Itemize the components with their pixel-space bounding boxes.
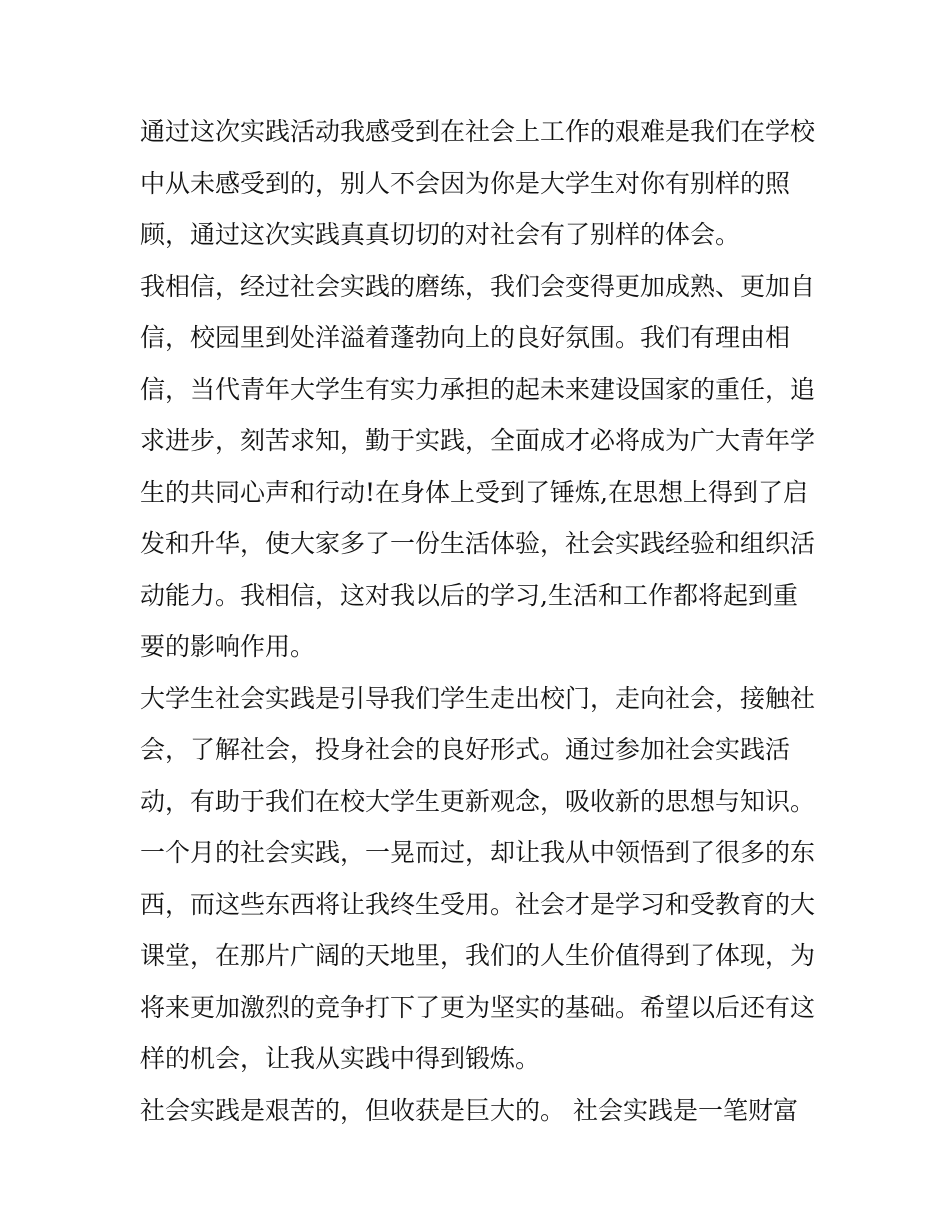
text-line: 发和升华，使大家多了一份生活体验，社会实践经验和组织活 [140, 529, 816, 558]
text-line: 样的机会，让我从实践中得到锻炼。 [140, 1044, 541, 1073]
text-line: 动，有助于我们在校大学生更新观念，吸收新的思想与知识。 [140, 786, 816, 816]
text-line: 动能力。我相信，这对我以后的学习,生活和工作都将起到重 [140, 580, 798, 610]
text-line: 会，了解社会，投身社会的良好形式。通过参加社会实践活 [140, 735, 791, 764]
text-line: 通过这次实践活动我感受到在社会上工作的艰难是我们在学校 [140, 117, 816, 146]
text-line: 求进步，刻苦求知，勤于实践，全面成才必将成为广大青年学 [140, 426, 816, 455]
text-line: 我相信，经过社会实践的磨练，我们会变得更加成熟、更加自 [140, 271, 816, 301]
text-line: 要的影响作用。 [140, 632, 316, 661]
text-line: 顾，通过这次实践真真切切的对社会有了别样的体会。 [140, 220, 741, 249]
document-body [140, 106, 820, 1136]
text-line: 一个月的社会实践，一晃而过，却让我从中领悟到了很多的东 [140, 838, 816, 867]
text-line: 课堂，在那片广阔的天地里，我们的人生价值得到了体现，为 [140, 941, 816, 970]
text-line: 中从未感受到的，别人不会因为你是大学生对你有别样的照 [140, 168, 791, 198]
text-line: 生的共同心声和行动!在身体上受到了锤炼,在思想上得到了启 [140, 477, 808, 507]
text-line: 西，而这些东西将让我终生受用。社会才是学习和受教育的大 [140, 889, 816, 919]
text-line: 信，当代青年大学生有实力承担的起未来建设国家的重任，追 [140, 374, 816, 404]
text-line: 大学生社会实践是引导我们学生走出校门，走向社会，接触社 [140, 683, 816, 713]
text-line: 社会实践是艰苦的，但收获是巨大的。 社会实践是一笔财富 [140, 1095, 798, 1125]
text-line: 信，校园里到处洋溢着蓬勃向上的良好氛围。我们有理由相 [140, 323, 791, 352]
text-line: 将来更加激烈的竞争打下了更为坚实的基础。希望以后还有这 [140, 992, 816, 1022]
